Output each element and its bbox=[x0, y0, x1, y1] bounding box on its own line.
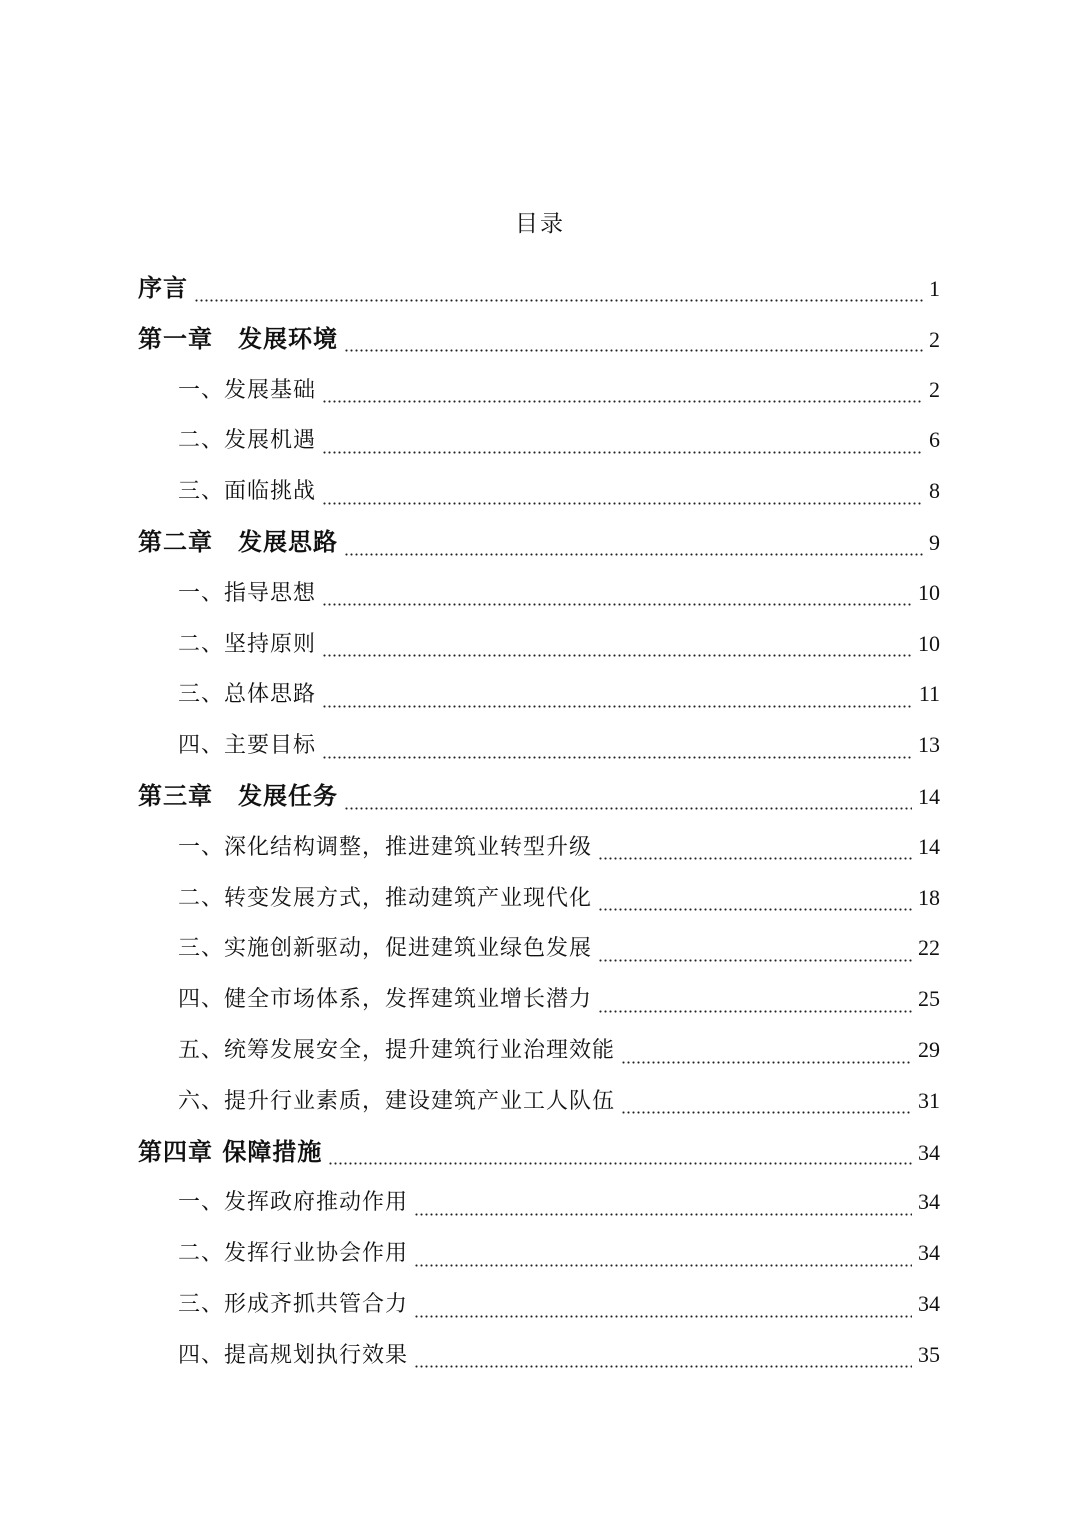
toc-page-number: 34 bbox=[918, 1189, 940, 1215]
toc-chapter-entry[interactable] bbox=[138, 774, 940, 818]
toc-dot-leader bbox=[344, 349, 923, 352]
toc-entry-label: 一、发挥政府推动作用 bbox=[178, 1190, 409, 1216]
toc-section-entry[interactable] bbox=[178, 1282, 940, 1326]
toc-page-number: 11 bbox=[918, 681, 940, 707]
toc-dot-leader bbox=[598, 959, 912, 962]
toc-dot-leader bbox=[414, 1264, 912, 1267]
toc-page-number: 22 bbox=[918, 935, 940, 961]
toc-dot-leader bbox=[322, 451, 923, 454]
toc-title: 目录 bbox=[515, 211, 565, 237]
toc-page-number: 1 bbox=[929, 276, 940, 301]
toc-section-entry[interactable] bbox=[178, 1079, 940, 1123]
toc-dot-leader bbox=[322, 705, 913, 708]
toc-entry-label: 三、总体思路 bbox=[178, 682, 317, 708]
toc-dot-leader bbox=[322, 756, 912, 759]
toc-dot-leader bbox=[414, 1315, 912, 1318]
toc-section-entry[interactable] bbox=[178, 622, 940, 666]
toc-entry-label: 六、提升行业素质，建设建筑产业工人队伍 bbox=[178, 1088, 616, 1114]
toc-dot-leader bbox=[194, 299, 923, 302]
toc-page-number: 14 bbox=[918, 833, 940, 859]
toc-dot-leader bbox=[322, 603, 912, 606]
toc-section-entry[interactable] bbox=[178, 1333, 940, 1377]
toc-dot-leader bbox=[322, 400, 923, 403]
toc-chapter-entry[interactable] bbox=[138, 1130, 940, 1174]
toc-entry-label: 一、深化结构调整，推进建筑业转型升级 bbox=[178, 834, 593, 860]
toc-page-number: 2 bbox=[929, 326, 940, 352]
toc-dot-leader bbox=[328, 1162, 912, 1165]
toc-entry-label: 二、坚持原则 bbox=[178, 631, 317, 657]
toc-page-number: 25 bbox=[918, 986, 940, 1012]
toc-page-number: 29 bbox=[918, 1037, 940, 1062]
toc-dot-leader bbox=[598, 1010, 912, 1013]
toc-dot-leader bbox=[344, 807, 912, 810]
toc-section-entry[interactable] bbox=[178, 825, 940, 869]
toc-section-entry[interactable] bbox=[178, 723, 940, 767]
toc-chapter-entry[interactable] bbox=[138, 520, 940, 564]
toc-section-entry[interactable] bbox=[178, 1231, 940, 1275]
toc-dot-leader bbox=[598, 857, 912, 860]
toc-entry-label: 第四章 保障措施 bbox=[138, 1136, 323, 1166]
toc-entry-label: 序言 bbox=[138, 273, 188, 302]
toc-dot-leader bbox=[344, 553, 923, 556]
toc-section-entry[interactable] bbox=[178, 1028, 940, 1072]
toc-chapter-entry[interactable] bbox=[138, 266, 940, 310]
toc-section-entry[interactable] bbox=[178, 571, 940, 615]
toc-entry-label: 第一章 发展环境 bbox=[138, 323, 338, 353]
toc-entry-label: 三、实施创新驱动，促进建筑业绿色发展 bbox=[178, 936, 593, 962]
toc-dot-leader bbox=[621, 1111, 912, 1114]
toc-page-number: 34 bbox=[918, 1139, 940, 1165]
toc-page-number: 35 bbox=[918, 1341, 940, 1367]
toc-page-number: 10 bbox=[918, 579, 940, 605]
toc-dot-leader bbox=[322, 502, 923, 505]
toc-entry-label: 五、统筹发展安全，提升建筑行业治理效能 bbox=[178, 1038, 616, 1063]
toc-section-entry[interactable] bbox=[178, 1180, 940, 1224]
toc-entry-label: 四、提高规划执行效果 bbox=[178, 1342, 409, 1368]
toc-page-number: 9 bbox=[929, 530, 940, 555]
toc-entry-label: 三、面临挑战 bbox=[178, 479, 317, 505]
toc-page-number: 10 bbox=[918, 630, 940, 656]
toc-entry-label: 二、转变发展方式，推动建筑产业现代化 bbox=[178, 885, 593, 911]
toc-page-number: 31 bbox=[918, 1087, 940, 1113]
toc-section-entry[interactable] bbox=[178, 368, 940, 412]
toc-entry-label: 三、形成齐抓共管合力 bbox=[178, 1292, 409, 1317]
toc-page-number: 34 bbox=[918, 1240, 940, 1266]
toc-section-entry[interactable] bbox=[178, 876, 940, 920]
toc-section-entry[interactable] bbox=[178, 418, 940, 462]
toc-section-entry[interactable] bbox=[178, 977, 940, 1021]
toc-entry-label: 二、发展机遇 bbox=[178, 428, 317, 454]
toc-page-number: 14 bbox=[918, 784, 940, 809]
toc-section-entry[interactable] bbox=[178, 672, 940, 716]
toc-dot-leader bbox=[621, 1061, 912, 1064]
toc-page-number: 6 bbox=[929, 427, 940, 453]
toc-page-number: 13 bbox=[918, 732, 940, 758]
toc-section-entry[interactable] bbox=[178, 469, 940, 513]
toc-page-number: 34 bbox=[918, 1291, 940, 1316]
toc-entry-label: 第三章 发展任务 bbox=[138, 781, 338, 810]
toc-dot-leader bbox=[598, 908, 912, 911]
toc-entry-label: 一、指导思想 bbox=[178, 580, 317, 606]
toc-entry-label: 四、健全市场体系，发挥建筑业增长潜力 bbox=[178, 987, 593, 1013]
toc-entry-label: 四、主要目标 bbox=[178, 733, 317, 759]
toc-dot-leader bbox=[414, 1213, 912, 1216]
toc-entry-label: 第二章 发展思路 bbox=[138, 527, 338, 556]
toc-page-number: 18 bbox=[918, 884, 940, 910]
toc-chapter-entry[interactable] bbox=[138, 317, 940, 361]
toc-page-number: 2 bbox=[929, 376, 940, 402]
toc-entry-label: 一、发展基础 bbox=[178, 377, 317, 403]
toc-entry-label: 二、发挥行业协会作用 bbox=[178, 1241, 409, 1267]
toc-section-entry[interactable] bbox=[178, 926, 940, 970]
toc-dot-leader bbox=[414, 1365, 912, 1368]
toc-dot-leader bbox=[322, 654, 912, 657]
toc-page-number: 8 bbox=[929, 478, 940, 504]
